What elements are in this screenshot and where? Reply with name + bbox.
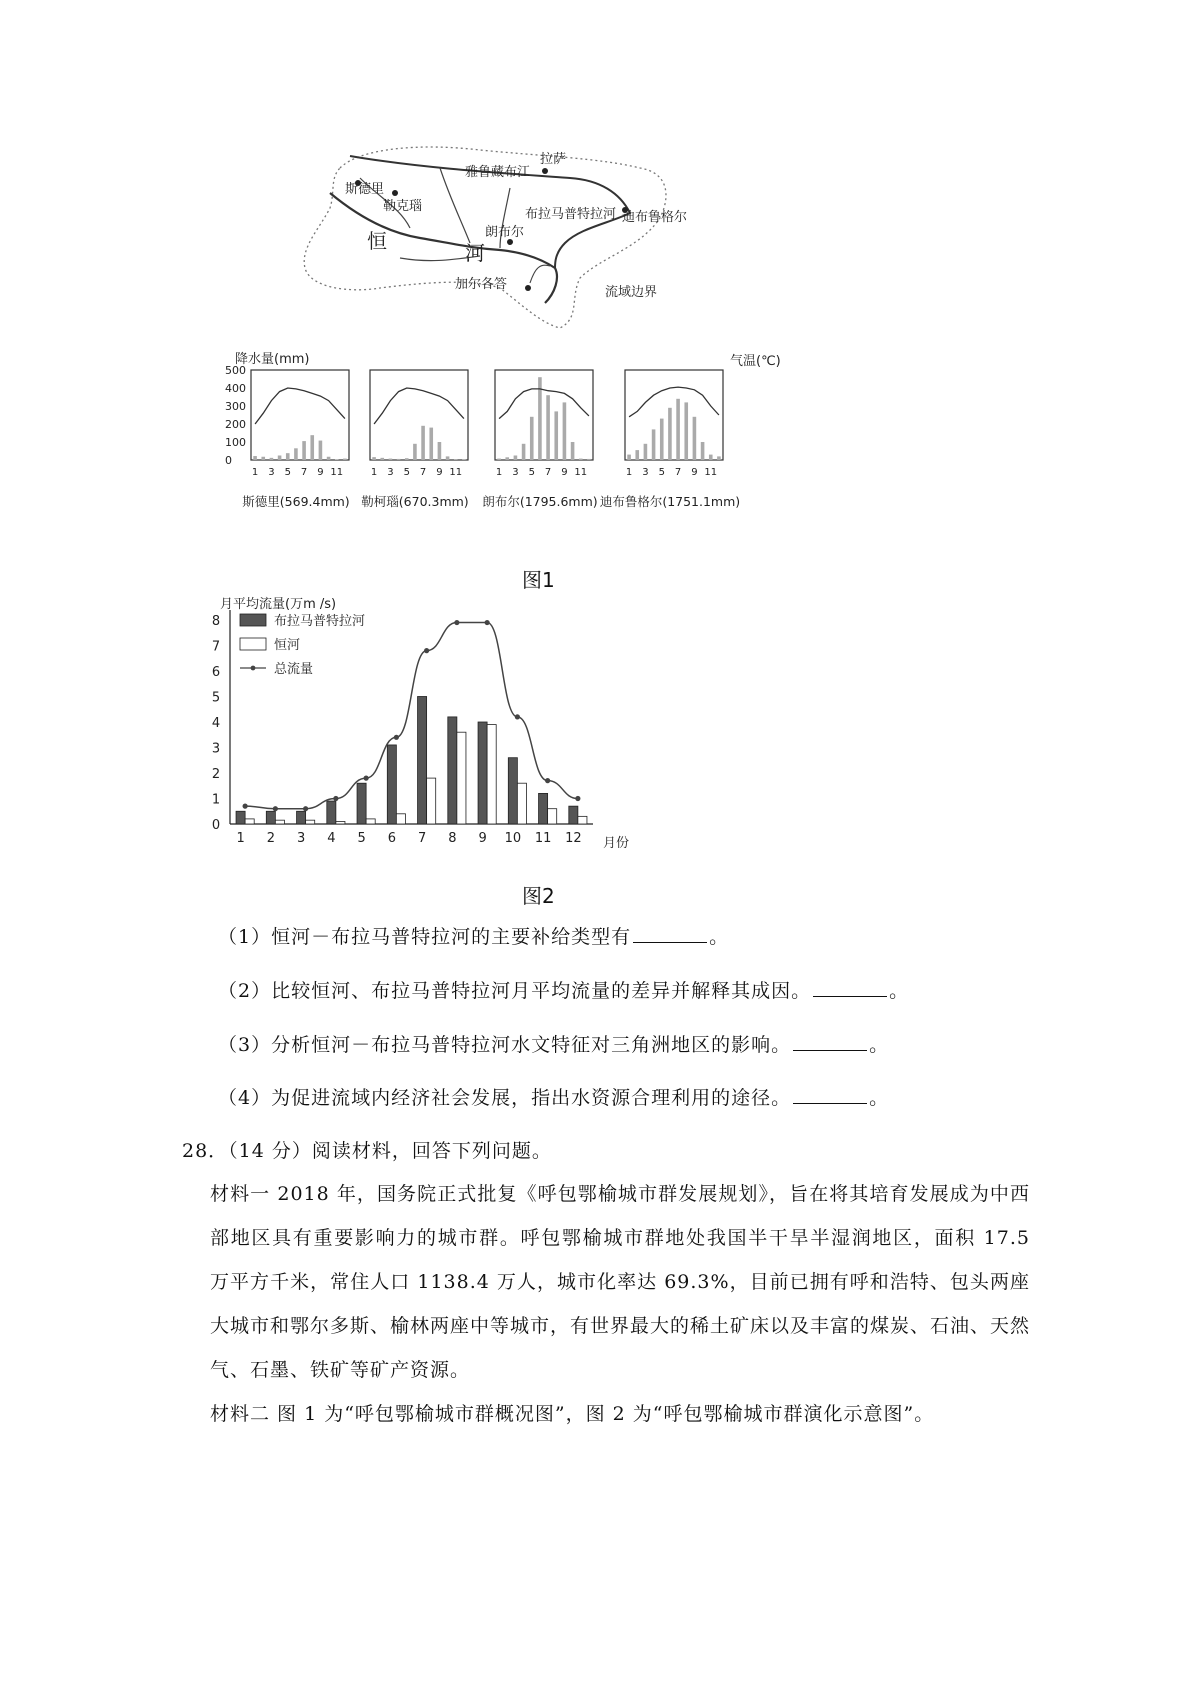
precip-bar (635, 450, 639, 460)
figure2-caption: 图2 (522, 884, 555, 908)
flow-xtick: 6 (387, 831, 396, 846)
precip-bar (644, 444, 648, 460)
precip-bar (571, 442, 575, 460)
bar-ganges (548, 809, 557, 824)
flow-xtick: 5 (357, 831, 366, 846)
legend-label-brahmaputra: 布拉马普特拉河 (274, 614, 366, 629)
bar-ganges (306, 820, 315, 824)
climate-station-caption: 勒柯瑙(670.3mm) (361, 494, 469, 509)
climate-panel-2 (361, 370, 468, 509)
bar-brahmaputra (266, 811, 275, 824)
flow-ytick: 8 (211, 614, 221, 629)
bar-ganges (366, 819, 375, 824)
legend-swatch-brahmaputra (240, 614, 266, 626)
bar-brahmaputra (539, 793, 548, 824)
precip-bar (286, 453, 290, 460)
total-flow-point (424, 648, 429, 653)
climate-ytick: 300 (225, 400, 246, 413)
precip-bar (319, 441, 323, 460)
question-2: （2）比较恒河、布拉马普特拉河月平均流量的差异并解释其成因。 。 (218, 980, 910, 1002)
climate-xtick: 9 (317, 467, 324, 478)
climate-ylabel-left: 降水量(mm) (235, 352, 310, 367)
precip-bar (701, 442, 705, 460)
climate-xtick: 1 (625, 467, 633, 478)
climate-xtick: 3 (268, 467, 275, 478)
map-label-lhasa: 拉萨 (540, 152, 567, 167)
climate-xtick: 5 (403, 467, 410, 478)
climate-station-caption: 斯德里(569.4mm) (242, 494, 350, 509)
answer-blank-3[interactable] (793, 1032, 867, 1051)
climate-xtick: 1 (370, 467, 378, 478)
climate-xtick: 7 (419, 467, 427, 478)
flow-xtick: 2 (266, 831, 275, 846)
flow-ylabel: 月平均流量(万m /s) (220, 597, 337, 612)
flow-ytick: 7 (211, 639, 221, 655)
precip-bar (563, 402, 567, 460)
precip-bar (497, 459, 501, 460)
precip-bar (554, 411, 558, 460)
climate-station-caption: 迪布鲁格尔(1751.1mm) (599, 494, 741, 509)
flow-ytick: 1 (211, 792, 221, 808)
precip-bar (514, 456, 518, 461)
temperature-line (255, 388, 345, 424)
q28-material1: 材料一 2018 年，国务院正式批复《呼包鄂榆城市群发展规划》，旨在将其培育发展成为中西部地区具有重要影响力的城市群。呼包鄂榆城市群地处我国半干旱半湿润地区，面积 17.5 万平方千米，常住人口 1138.4 万人，城市化率达 69.3%，目前已拥有呼和浩特、包头两座大城市和鄂尔多斯、榆林两座中等城市，有世界最大的稀土矿床以及丰富的煤炭、石油、天然气、石墨、铁矿等矿产资源。 (210, 1183, 1031, 1381)
bar-brahmaputra (327, 801, 336, 824)
climate-xtick: 3 (512, 467, 519, 478)
precip-bar (668, 408, 672, 460)
precip-bar (429, 428, 433, 460)
map-label-yarlung: 雅鲁藏布江 (465, 165, 531, 180)
total-flow-point (485, 620, 490, 625)
precip-bar (652, 429, 656, 460)
precip-bar (684, 402, 688, 460)
question-4-text: （4）为促进流域内经济社会发展，指出水资源合理利用的途径。 (218, 1087, 792, 1109)
precip-bar (253, 456, 257, 460)
temperature-line (499, 389, 589, 419)
climate-ytick: 400 (225, 382, 246, 395)
question-4: （4）为促进流域内经济社会发展，指出水资源合理利用的途径。 。 (218, 1087, 890, 1109)
precip-bar (446, 456, 450, 460)
precip-bar (327, 457, 331, 460)
total-flow-point (243, 804, 248, 809)
bar-brahmaputra (508, 758, 517, 824)
climate-xtick: 7 (544, 467, 552, 478)
total-flow-point (394, 735, 399, 740)
map-label-lucknow: 勒克瑙 (383, 199, 423, 214)
climate-ytick: 500 (225, 364, 246, 377)
legend-swatch-ganges (240, 638, 266, 650)
total-flow-point (333, 796, 338, 801)
climate-xtick: 1 (251, 467, 259, 478)
flow-xtick: 3 (296, 831, 306, 846)
climate-ytick: 100 (225, 436, 246, 449)
precip-bar (676, 399, 680, 460)
flow-xtick: 11 (534, 831, 552, 846)
bar-ganges (275, 820, 284, 824)
answer-blank-4[interactable] (793, 1085, 867, 1104)
precip-bar (693, 417, 697, 460)
precip-bar (343, 459, 347, 460)
map-label-patna: 朗布尔 (485, 225, 525, 240)
flow-ytick: 5 (211, 690, 221, 706)
flow-xtick: 1 (236, 831, 245, 846)
bar-brahmaputra (357, 783, 366, 824)
precip-bar (278, 456, 282, 461)
bar-ganges (336, 821, 345, 824)
precip-bar (389, 459, 393, 460)
climate-panel-3 (482, 370, 597, 509)
climate-xtick: 11 (704, 467, 718, 478)
flow-ytick: 4 (211, 716, 221, 731)
bar-ganges (396, 814, 405, 824)
map-label-brahmaputra: 布拉马普特拉河 (525, 207, 617, 222)
q28-heading: 28．（14 分）阅读材料，回答下列问题。 (182, 1140, 552, 1162)
map-label-kolkata: 加尔各答 (455, 277, 508, 292)
climate-xtick: 11 (330, 467, 344, 478)
precip-bar (438, 442, 442, 460)
climate-panel-frame (495, 370, 593, 460)
climate-xtick: 7 (300, 467, 308, 478)
precip-bar (627, 455, 631, 460)
precip-bar (579, 459, 583, 460)
precip-bar (421, 426, 425, 460)
climate-ytick: 200 (225, 418, 246, 431)
climate-xtick: 5 (528, 467, 535, 478)
precip-bar (462, 459, 466, 460)
bar-brahmaputra (448, 717, 457, 824)
temperature-line (374, 388, 464, 424)
flow-ytick: 3 (211, 741, 221, 757)
precip-bar (261, 457, 265, 460)
flow-xtick: 4 (327, 831, 336, 846)
precip-bar (405, 458, 409, 460)
total-flow-point (364, 776, 369, 781)
flow-ytick: 0 (211, 818, 221, 833)
climate-xtick: 5 (658, 467, 665, 478)
climate-xtick: 9 (691, 467, 698, 478)
question-1-text: （1）恒河－布拉马普特拉河的主要补给类型有 (218, 926, 632, 948)
bar-ganges (578, 816, 587, 824)
climate-xtick: 11 (574, 467, 588, 478)
precip-bar (335, 459, 339, 460)
climate-panel-frame (251, 370, 349, 460)
bar-ganges (245, 819, 254, 824)
map-label-dibrugarh: 迪布鲁格尔 (622, 210, 688, 225)
climate-panel-4 (600, 370, 740, 509)
flow-xtick: 12 (565, 831, 582, 846)
precip-bar (310, 435, 314, 460)
flow-ytick: 6 (211, 665, 221, 680)
climate-panel-frame (370, 370, 468, 460)
precip-bar (717, 456, 721, 460)
total-flow-point (575, 796, 580, 801)
climate-ylabel-right: 气温(℃) (730, 354, 781, 369)
precip-bar (294, 448, 298, 460)
map-label-he: 河 (465, 241, 485, 265)
climate-xtick: 9 (436, 467, 443, 478)
precip-bar (522, 444, 526, 460)
total-flow-point (545, 778, 550, 783)
q28-material2: 材料二 图 1 为“呼包鄂榆城市群概况图”，图 2 为“呼包鄂榆城市群演化示意图”。 (210, 1403, 935, 1425)
precip-bar (660, 419, 664, 460)
flow-xtick: 10 (504, 831, 522, 846)
flow-chart (208, 592, 648, 867)
legend-label-ganges: 恒河 (274, 638, 301, 653)
climate-panel-1 (242, 370, 349, 509)
map-label-sidli: 斯德里 (345, 182, 385, 197)
precip-bar (413, 444, 417, 460)
ganges-river (330, 193, 557, 303)
climate-charts (225, 345, 835, 550)
bar-ganges (517, 783, 526, 824)
temperature-line (629, 387, 719, 417)
climate-xtick: 5 (284, 467, 291, 478)
total-flow-point (303, 806, 308, 811)
precip-bar (397, 459, 401, 460)
precip-bar (587, 459, 591, 460)
flow-xtick: 9 (478, 831, 487, 846)
climate-xtick: 3 (642, 467, 649, 478)
bar-brahmaputra (418, 697, 427, 825)
climate-xtick: 1 (495, 467, 503, 478)
bar-brahmaputra (297, 811, 306, 824)
total-flow-point (273, 806, 278, 811)
climate-ytick: 0 (225, 454, 232, 467)
total-flow-point (454, 620, 459, 625)
precip-bar (505, 457, 509, 460)
bar-brahmaputra (478, 722, 487, 824)
flow-xtick: 8 (448, 831, 457, 846)
answer-blank-2[interactable] (813, 978, 887, 997)
question-3-text: （3）分析恒河－布拉马普特拉河水文特征对三角洲地区的影响。 (218, 1034, 792, 1056)
flow-ytick: 2 (211, 767, 221, 782)
precip-bar (530, 417, 534, 460)
climate-xtick: 9 (561, 467, 568, 478)
bar-brahmaputra (569, 806, 578, 824)
climate-station-caption: 朗布尔(1795.6mm) (482, 494, 598, 509)
climate-panel-frame (625, 370, 723, 460)
question-2-text: （2）比较恒河、布拉马普特拉河月平均流量的差异并解释其成因。 (218, 980, 812, 1002)
flow-xtick: 7 (417, 831, 427, 846)
precip-bar (270, 458, 274, 460)
climate-xtick: 3 (387, 467, 394, 478)
climate-xtick: 7 (674, 467, 682, 478)
question-1: （1）恒河－布拉马普特拉河的主要补给类型有 。 (218, 926, 730, 948)
figure1-caption: 图1 (522, 568, 555, 592)
precip-bar (709, 455, 713, 460)
precip-bar (302, 441, 306, 460)
flow-xlabel: 月份 (603, 836, 630, 851)
answer-blank-1[interactable] (633, 924, 707, 943)
bar-ganges (487, 725, 496, 824)
precip-bar (380, 458, 384, 460)
map-label-boundary: 流域边界 (605, 285, 658, 300)
bar-brahmaputra (387, 745, 396, 824)
precip-bar (372, 457, 376, 460)
map-label-heng: 恒 (367, 229, 387, 253)
bar-ganges (427, 778, 436, 824)
bar-ganges (457, 732, 466, 824)
legend-label-total: 总流量 (274, 662, 314, 677)
question-3: （3）分析恒河－布拉马普特拉河水文特征对三角洲地区的影响。 。 (218, 1034, 890, 1056)
climate-xtick: 11 (449, 467, 463, 478)
total-flow-point (515, 714, 520, 719)
bar-brahmaputra (236, 811, 245, 824)
basin-map (300, 138, 730, 338)
precip-bar (546, 395, 550, 460)
